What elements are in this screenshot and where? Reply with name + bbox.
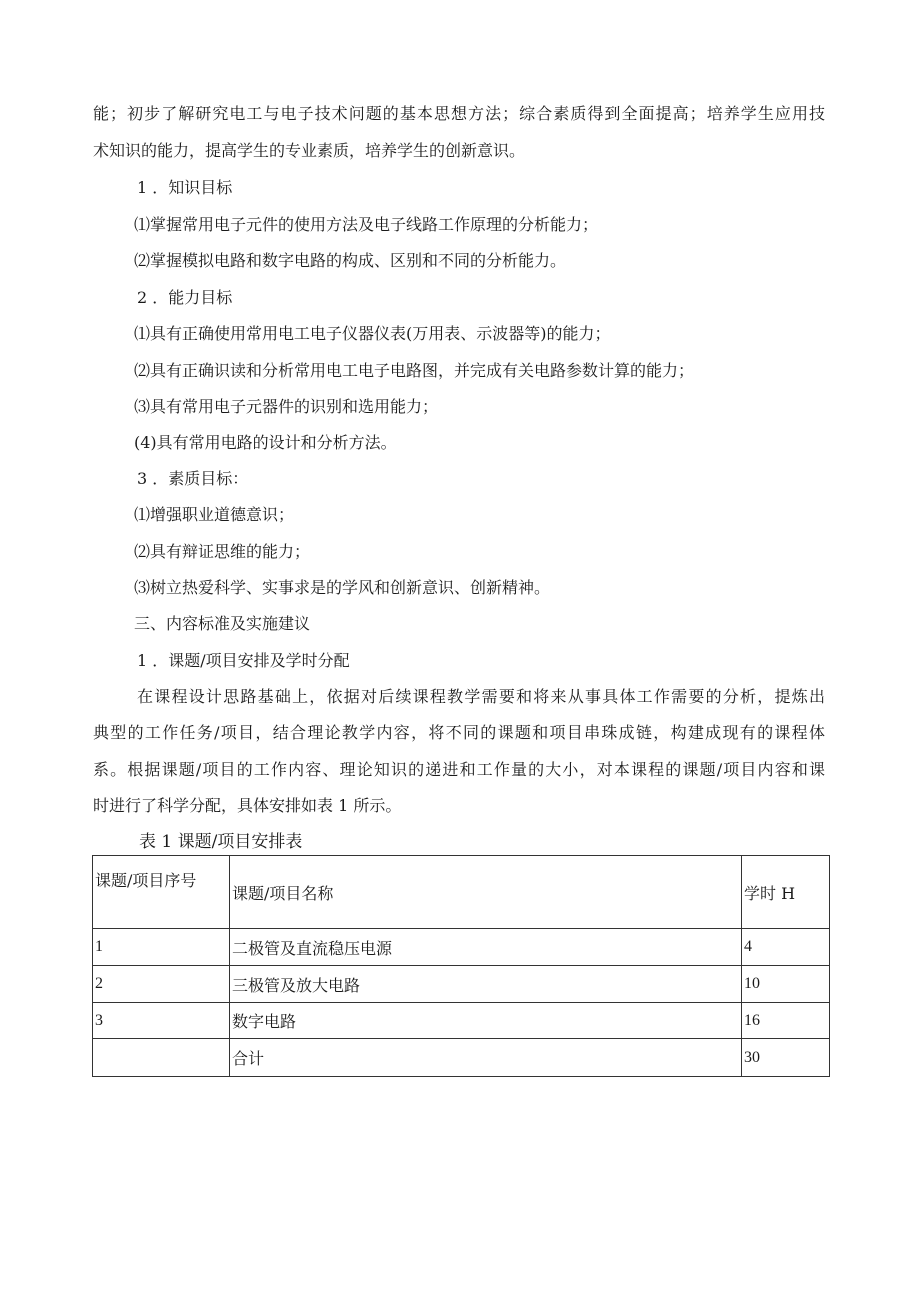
table-header-row xyxy=(93,856,830,929)
table-row xyxy=(93,966,830,1003)
course-table xyxy=(92,855,830,1077)
ability-item-2: ⑵具有正确识读和分析常用电工电子电路图，并完成有关电路参数计算的能力； xyxy=(134,361,695,380)
row-name-cell: 二极管及直流稳压电源 xyxy=(230,929,742,966)
knowledge-heading: 1 ．知识目标 xyxy=(137,178,233,197)
header-cell-number: 课题/项目序号 xyxy=(93,856,230,929)
ability-heading: 2 ．能力目标 xyxy=(137,288,233,307)
quality-item-3: ⑶树立热爱科学、实事求是的学风和创新意识、创新精神。 xyxy=(134,578,551,597)
header-cell-name: 课题/项目名称 xyxy=(230,856,742,929)
total-number-cell xyxy=(93,1039,230,1077)
ability-item-3: ⑶具有常用电子元器件的识别和选用能力； xyxy=(134,397,439,416)
quality-heading: 3 ．素质目标： xyxy=(137,469,249,488)
row-hours-cell: 10 xyxy=(742,966,830,1003)
knowledge-item-1: ⑴掌握常用电子元件的使用方法及电子线路工作原理的分析能力； xyxy=(134,215,599,234)
table-total-row xyxy=(93,1039,830,1077)
section-3-para-line-4: 时进行了科学分配，具体安排如表 1 所示。 xyxy=(93,796,402,815)
section-3-para-line-2: 典型的工作任务/项目，结合理论教学内容，将不同的课题和项目串珠成链，构建成现有的课程体 xyxy=(93,723,825,742)
row-name-cell: 数字电路 xyxy=(230,1003,742,1039)
section-3-para-line-3: 系。根据课题/项目的工作内容、理论知识的递进和工作量的大小，对本课程的课题/项目内容和课 xyxy=(93,760,825,779)
total-hours-cell: 30 xyxy=(742,1039,830,1077)
intro-line-1: 能；初步了解研究电工与电子技术问题的基本思想方法；综合素质得到全面提高；培养学生应用技 xyxy=(93,104,825,123)
row-name-cell: 三极管及放大电路 xyxy=(230,966,742,1003)
ability-item-4: (4)具有常用电路的设计和分析方法。 xyxy=(134,433,397,452)
row-number-cell: 2 xyxy=(93,966,230,1003)
section-3-subheading: 1 ．课题/项目安排及学时分配 xyxy=(137,651,350,670)
row-number-cell: 1 xyxy=(93,929,230,966)
row-hours-cell: 4 xyxy=(742,929,830,966)
knowledge-item-2: ⑵掌握模拟电路和数字电路的构成、区别和不同的分析能力。 xyxy=(134,251,567,270)
table-caption: 表 1 课题/项目安排表 xyxy=(139,832,303,852)
section-3-heading: 三、内容标准及实施建议 xyxy=(134,614,311,633)
header-cell-hours: 学时 H xyxy=(742,856,830,929)
total-label-cell: 合计 xyxy=(230,1039,742,1077)
intro-line-2: 术知识的能力，提高学生的专业素质，培养学生的创新意识。 xyxy=(93,141,526,160)
row-number-cell: 3 xyxy=(93,1003,230,1039)
table-row xyxy=(93,1003,830,1039)
row-hours-cell: 16 xyxy=(742,1003,830,1039)
quality-item-1: ⑴增强职业道德意识； xyxy=(134,505,295,524)
table-row xyxy=(93,929,830,966)
section-3-para-line-1: 在课程设计思路基础上，依据对后续课程教学需要和将来从事具体工作需要的分析，提炼出 xyxy=(137,687,825,706)
quality-item-2: ⑵具有辩证思维的能力； xyxy=(134,542,311,561)
ability-item-1: ⑴具有正确使用常用电工电子仪器仪表(万用表、示波器等)的能力； xyxy=(134,324,611,343)
